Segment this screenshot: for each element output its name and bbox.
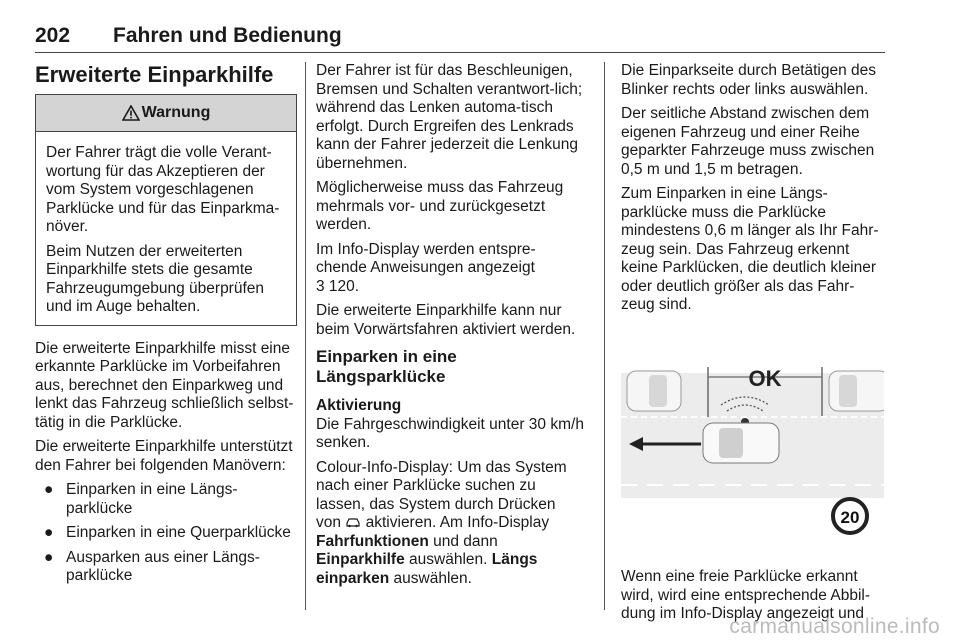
watermark: carmanualsonline.info bbox=[729, 615, 940, 638]
warning-triangle-icon bbox=[122, 105, 140, 121]
paragraph: Colour-Info-Display: Um das System nach einer Parklücke suchen zu lassen, das System durch Drücken von aktivieren. Am Info-Display Fahrfunktionen und dann Einparkhilfe auswählen. Längs einparken auswählen. bbox=[316, 458, 567, 587]
paragraph: Die Einparkseite durch Betätigen des Blinker rechts oder links auswählen. bbox=[621, 62, 877, 98]
list-item: ● Ausparken aus einer Längs-parklücke bbox=[44, 548, 260, 584]
paragraph: Die erweiterte Einparkhilfe misst eine erkannte Parklücke im Vorbeifahren aus, berechnet den Einparkweg und lenkt das Fahrzeug schließlich selbst-tätig in die Parklücke. bbox=[35, 339, 294, 431]
paragraph: Im Info-Display werden entspre-chende Anweisungen angezeigt 3 120. bbox=[316, 240, 536, 295]
page-reference[interactable]: 3 120. bbox=[316, 277, 360, 295]
header-rule bbox=[35, 52, 885, 53]
column-3 bbox=[621, 62, 884, 630]
minor-heading: Aktivierung bbox=[316, 397, 402, 414]
parking-illustration bbox=[621, 343, 884, 543]
svg-text:20: 20 bbox=[840, 507, 860, 527]
warning-label: Warnung bbox=[141, 103, 211, 121]
column-2 bbox=[316, 62, 584, 594]
list-item: ● Einparken in eine Längs-parklücke bbox=[44, 481, 238, 517]
paragraph: Die Fahrgeschwindigkeit unter 30 km/h senken. bbox=[316, 415, 584, 451]
list-item: ● Einparken in eine Querparklücke bbox=[44, 524, 291, 541]
warning-box bbox=[35, 94, 297, 326]
maneuver-list bbox=[35, 481, 297, 586]
subsection-title: Einparken in eine Längsparklücke bbox=[316, 347, 457, 386]
warning-text-1: Der Fahrer trägt die volle Verant-wortung für das Akzeptieren der vom System vorgeschlagenen Parklücke und für das Einparkma-növer. bbox=[46, 144, 280, 235]
paragraph: Die erweiterte Einparkhilfe kann nur beim Vorwärtsfahren aktiviert werden. bbox=[316, 302, 576, 338]
paragraph: Zum Einparken in eine Längs-parklücke muss die Parklücke mindestens 0,6 m länger als Ihr Fahr-zeug sein. Das Fahrzeug erkennt keine Parklücken, die deutlich kleiner oder deutlich größer als das Fahr-zeug sind. bbox=[621, 185, 879, 313]
paragraph: Die erweiterte Einparkhilfe unterstützt den Fahrer bei folgenden Manövern: bbox=[35, 438, 293, 474]
own-car bbox=[703, 423, 779, 463]
column-divider-right bbox=[604, 62, 605, 610]
warning-header bbox=[36, 95, 296, 132]
column-1 bbox=[35, 62, 297, 592]
paragraph: Der Fahrer ist für das Beschleunigen, Bremsen und Schalten verantwort-lich; während das Lenken automa-tisch erfolgt. Durch Ergreifen des Lenkrads kann der Fahrer jederzeit die Lenkung übernehmen. bbox=[316, 62, 583, 172]
running-head: Fahren und Bedienung bbox=[113, 24, 342, 47]
parked-car-right bbox=[829, 371, 884, 411]
paragraph: Der seitliche Abstand zwischen dem eigenen Fahrzeug und einer Reihe geparkter Fahrzeuge muss zwischen 0,5 m und 1,5 m betragen. bbox=[621, 105, 875, 178]
warning-text-2: Beim Nutzen der erweiterten Einparkhilfe stets die gesamte Fahrzeugumgebung überprüfen und im Auge behalten. bbox=[46, 242, 265, 315]
paragraph: Möglicherweise muss das Fahrzeug mehrmals vor- und zurückgesetzt werden. bbox=[316, 179, 564, 233]
paragraph: Wenn eine freie Parklücke erkannt wird, wird eine entsprechende Abbil-dung im Info-Display angezeigt und bbox=[621, 568, 870, 622]
ok-label: OK bbox=[748, 365, 782, 391]
speed-limit-sign bbox=[833, 499, 867, 533]
section-title: Erweiterte Einparkhilfe bbox=[35, 62, 274, 87]
column-divider-left bbox=[305, 62, 306, 610]
car-button-icon bbox=[345, 516, 361, 528]
page-number: 202 bbox=[35, 24, 71, 47]
parked-car-left bbox=[627, 371, 681, 411]
